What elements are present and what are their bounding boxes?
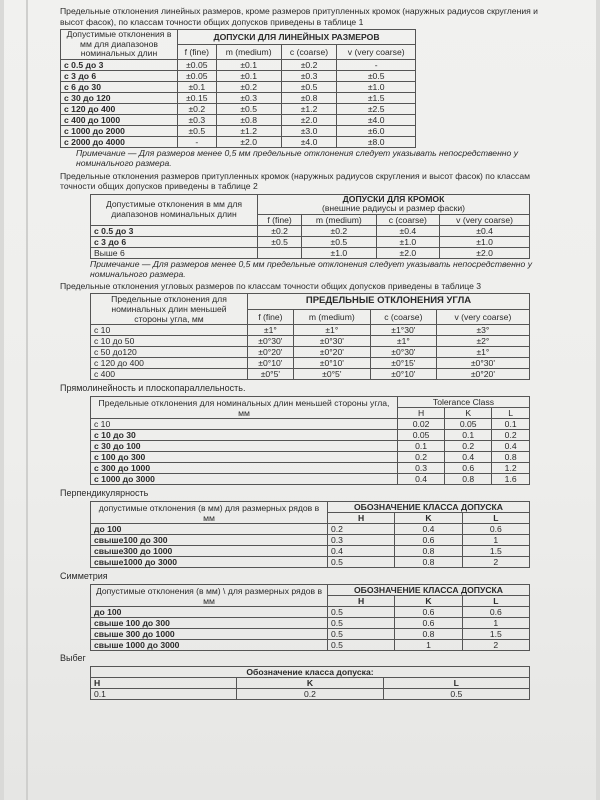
row-label: с 300 до 1000 bbox=[91, 463, 398, 474]
edges-col-m: m (medium) bbox=[302, 214, 376, 225]
sym-col-k: K bbox=[395, 596, 462, 607]
edges-header-title: ДОПУСКИ ДЛЯ КРОМОК bbox=[342, 193, 445, 204]
cell: 2 bbox=[462, 640, 529, 651]
cell: 2 bbox=[462, 557, 529, 568]
cell: ±2° bbox=[436, 336, 529, 347]
row-label: свыше 1000 до 3000 bbox=[91, 640, 328, 651]
sym-header-left: Допустимые отклонения (в мм) \ для размерных рядов в мм bbox=[91, 585, 328, 607]
table-row bbox=[91, 689, 530, 700]
cell: 0.5 bbox=[328, 607, 395, 618]
row-label: с 30 до 120 bbox=[61, 92, 178, 103]
row-label: с 6 до 30 bbox=[61, 81, 178, 92]
cell: ±1.2 bbox=[281, 103, 337, 114]
angles-col-f: f (fine) bbox=[248, 309, 294, 325]
cell: ±0.2 bbox=[281, 59, 337, 70]
angles-header-left: Предельные отклонения для номинальных длин меньшей стороны угла, мм bbox=[91, 294, 248, 325]
angles-col-v: v (very coarse) bbox=[436, 309, 529, 325]
cell: 1.5 bbox=[462, 546, 529, 557]
linear-intro: Предельные отклонения линейных размеров, кроме размеров притупленных кромок (наружных радиусов скругления и высот фасок), по классам точности общих допусков приведены в таблице 1 bbox=[60, 6, 538, 27]
cell: ±2.5 bbox=[337, 103, 416, 114]
linear-col-v: v (very coarse) bbox=[337, 44, 416, 59]
cell: 0.1 bbox=[445, 430, 492, 441]
cell: 0.2 bbox=[237, 689, 383, 700]
cell: 0.8 bbox=[395, 629, 462, 640]
straight-header-left: Предельные отклонения для номинальных длин меньшей стороны угла, мм bbox=[91, 397, 398, 419]
table-row bbox=[91, 236, 530, 247]
cell: ±0.2 bbox=[258, 225, 302, 236]
table-row bbox=[91, 336, 530, 347]
row-label: свыше 100 до 300 bbox=[91, 618, 328, 629]
cell: 0.4 bbox=[395, 524, 462, 535]
angles-col-c: c (coarse) bbox=[370, 309, 436, 325]
row-label: с 30 до 100 bbox=[91, 441, 398, 452]
cell: ±1°30' bbox=[370, 325, 436, 336]
cell: ±0.1 bbox=[216, 59, 281, 70]
cell: ±3° bbox=[436, 325, 529, 336]
table-row bbox=[91, 325, 530, 336]
row-label: до 100 bbox=[91, 524, 328, 535]
row-label: с 120 до 400 bbox=[61, 103, 178, 114]
cell: ±4.0 bbox=[281, 136, 337, 147]
edges-note: Примечание — Для размеров менее 0,5 мм предельные отклонения следует указывать непосредственно у номинального размера. bbox=[90, 258, 532, 279]
angles-intro: Предельные отклонения угловых размеров по классам точности общих допусков приведены в таблице 3 bbox=[60, 280, 482, 291]
cell: 0.3 bbox=[398, 463, 445, 474]
sym-table bbox=[90, 584, 530, 651]
row-label: Выше 6 bbox=[91, 247, 258, 258]
cell: ±0.3 bbox=[178, 114, 217, 125]
table-row bbox=[91, 524, 530, 535]
runout-title: Выбег bbox=[60, 653, 86, 663]
cell: ±0°10' bbox=[370, 369, 436, 380]
cell: 0.05 bbox=[398, 430, 445, 441]
cell: 0.8 bbox=[445, 474, 492, 485]
cell: ±0.5 bbox=[216, 103, 281, 114]
cell: ±1° bbox=[248, 325, 294, 336]
straight-col-k: K bbox=[445, 408, 492, 419]
cell: 0.6 bbox=[395, 618, 462, 629]
cell: ±6.0 bbox=[337, 125, 416, 136]
row-label: с 10 до 50 bbox=[91, 336, 248, 347]
cell: 1 bbox=[462, 618, 529, 629]
table-row bbox=[91, 607, 530, 618]
sym-col-h: H bbox=[328, 596, 395, 607]
cell: 0.4 bbox=[328, 546, 395, 557]
edges-col-f: f (fine) bbox=[258, 214, 302, 225]
cell: ±0.8 bbox=[281, 92, 337, 103]
table-row bbox=[91, 535, 530, 546]
cell: 0.5 bbox=[328, 557, 395, 568]
cell: ±1.2 bbox=[216, 125, 281, 136]
cell: ±0°5' bbox=[248, 369, 294, 380]
sym-header-group: ОБОЗНАЧЕНИЕ КЛАССА ДОПУСКА bbox=[328, 585, 530, 596]
table-row bbox=[61, 81, 416, 92]
table-row bbox=[61, 59, 416, 70]
table-row bbox=[91, 441, 530, 452]
cell: 0.3 bbox=[328, 535, 395, 546]
cell: 0.2 bbox=[492, 430, 530, 441]
cell: ±0.3 bbox=[216, 92, 281, 103]
row-label: свыше300 до 1000 bbox=[91, 546, 328, 557]
cell: ±0.1 bbox=[216, 70, 281, 81]
cell: ±4.0 bbox=[337, 114, 416, 125]
row-label: до 100 bbox=[91, 607, 328, 618]
cell: ±0.5 bbox=[337, 70, 416, 81]
row-label: с 3 до 6 bbox=[61, 70, 178, 81]
cell: ±1° bbox=[436, 347, 529, 358]
document-sheet bbox=[4, 0, 596, 800]
table-row bbox=[61, 92, 416, 103]
runout-col-k: K bbox=[237, 678, 383, 689]
cell: 0.4 bbox=[445, 452, 492, 463]
table-row bbox=[61, 70, 416, 81]
cell: 0.05 bbox=[445, 419, 492, 430]
angles-col-m: m (medium) bbox=[293, 309, 370, 325]
linear-header-left: Допустимые отклонения в мм для диапазонов номинальных длин bbox=[61, 30, 178, 60]
runout-col-h: H bbox=[91, 678, 237, 689]
cell: 0.02 bbox=[398, 419, 445, 430]
cell: ±0.5 bbox=[178, 125, 217, 136]
cell: ±0.4 bbox=[440, 225, 530, 236]
cell: ±0.2 bbox=[178, 103, 217, 114]
cell: 1 bbox=[395, 640, 462, 651]
table-row bbox=[91, 369, 530, 380]
cell: 0.5 bbox=[328, 640, 395, 651]
linear-note: Примечание — Для размеров менее 0,5 мм предельные отклонения следует указывать непосредственно у номинального размера. bbox=[76, 147, 518, 168]
straight-header-group: Tolerance Class bbox=[398, 397, 530, 408]
linear-col-c: c (coarse) bbox=[281, 44, 337, 59]
cell: ±0.5 bbox=[281, 81, 337, 92]
straight-title: Прямолинейность и плоскопараллельность. bbox=[60, 383, 246, 393]
cell: ±0°30' bbox=[436, 358, 529, 369]
row-label: с 0.5 до 3 bbox=[61, 59, 178, 70]
cell: 0.6 bbox=[445, 463, 492, 474]
table-row bbox=[91, 640, 530, 651]
cell: 1 bbox=[462, 535, 529, 546]
cell: ±1.5 bbox=[337, 92, 416, 103]
cell: 0.6 bbox=[462, 524, 529, 535]
cell: 0.4 bbox=[492, 441, 530, 452]
cell: 0.8 bbox=[395, 557, 462, 568]
cell: ±1° bbox=[370, 336, 436, 347]
perp-col-h: H bbox=[328, 513, 395, 524]
cell: ±0°10' bbox=[293, 358, 370, 369]
cell: 0.5 bbox=[383, 689, 529, 700]
row-label: с 10 bbox=[91, 325, 248, 336]
table-row bbox=[91, 474, 530, 485]
cell: ±0.15 bbox=[178, 92, 217, 103]
row-label: свыше 300 до 1000 bbox=[91, 629, 328, 640]
cell: - bbox=[337, 59, 416, 70]
table-row bbox=[61, 136, 416, 147]
table-row bbox=[91, 546, 530, 557]
perp-header-left: допустимые отклонения (в мм) для размерных рядов в мм bbox=[91, 502, 328, 524]
cell: - bbox=[178, 136, 217, 147]
row-label: с 400 bbox=[91, 369, 248, 380]
linear-col-f: f (fine) bbox=[178, 44, 217, 59]
table-row bbox=[91, 358, 530, 369]
row-label: с 400 до 1000 bbox=[61, 114, 178, 125]
table-row bbox=[91, 629, 530, 640]
cell: ±1.0 bbox=[337, 81, 416, 92]
edges-header-left: Допустимые отклонения в мм для диапазонов номинальных длин bbox=[91, 194, 258, 225]
straight-table bbox=[90, 396, 530, 485]
linear-header-group: ДОПУСКИ ДЛЯ ЛИНЕЙНЫХ РАЗМЕРОВ bbox=[178, 30, 416, 45]
angles-header-group: ПРЕДЕЛЬНЫЕ ОТКЛОНЕНИЯ УГЛА bbox=[248, 294, 530, 310]
sym-title: Симметрия bbox=[60, 571, 108, 581]
cell: ±0°30' bbox=[293, 336, 370, 347]
row-label: свыше100 до 300 bbox=[91, 535, 328, 546]
table-row bbox=[91, 618, 530, 629]
sym-col-l: L bbox=[462, 596, 529, 607]
cell: ±1.0 bbox=[302, 247, 376, 258]
row-label: с 1000 до 3000 bbox=[91, 474, 398, 485]
table-row bbox=[91, 430, 530, 441]
cell: ±0°20' bbox=[436, 369, 529, 380]
cell: ±2.0 bbox=[216, 136, 281, 147]
edges-header-group bbox=[258, 194, 530, 214]
cell: 0.8 bbox=[492, 452, 530, 463]
table-row bbox=[61, 125, 416, 136]
cell: ±0°10' bbox=[248, 358, 294, 369]
cell: ±8.0 bbox=[337, 136, 416, 147]
cell: 0.4 bbox=[398, 474, 445, 485]
cell: 0.2 bbox=[398, 452, 445, 463]
table-row bbox=[91, 419, 530, 430]
runout-header-group: Обозначение класса допуска: bbox=[91, 667, 530, 678]
cell bbox=[258, 247, 302, 258]
row-label: свыше1000 до 3000 bbox=[91, 557, 328, 568]
cell: 0.1 bbox=[91, 689, 237, 700]
perp-header-group: ОБОЗНАЧЕНИЕ КЛАССА ДОПУСКА bbox=[328, 502, 530, 513]
cell: ±2.0 bbox=[376, 247, 440, 258]
cell: ±0.05 bbox=[178, 59, 217, 70]
cell: 1.5 bbox=[462, 629, 529, 640]
cell: ±0.1 bbox=[178, 81, 217, 92]
table-row bbox=[91, 347, 530, 358]
linear-table bbox=[60, 29, 416, 148]
cell: ±0.05 bbox=[178, 70, 217, 81]
perp-col-k: K bbox=[395, 513, 462, 524]
row-label: с 10 до 30 bbox=[91, 430, 398, 441]
table-row bbox=[91, 452, 530, 463]
cell: ±0.5 bbox=[258, 236, 302, 247]
table-row bbox=[91, 463, 530, 474]
edges-col-c: c (coarse) bbox=[376, 214, 440, 225]
cell: 0.1 bbox=[492, 419, 530, 430]
runout-col-l: L bbox=[383, 678, 529, 689]
cell: ±2.0 bbox=[281, 114, 337, 125]
cell: 1.6 bbox=[492, 474, 530, 485]
perp-title: Перпендикулярность bbox=[60, 488, 149, 498]
runout-table bbox=[90, 666, 530, 700]
cell: ±0°5' bbox=[293, 369, 370, 380]
straight-col-l: L bbox=[492, 408, 530, 419]
cell: 0.6 bbox=[462, 607, 529, 618]
cell: 0.8 bbox=[395, 546, 462, 557]
edges-header-sub: (внешние радиусы и размер фаски) bbox=[321, 203, 465, 213]
edges-col-v: v (very coarse) bbox=[440, 214, 530, 225]
cell: ±0°20' bbox=[293, 347, 370, 358]
perp-table bbox=[90, 501, 530, 568]
cell: ±0.8 bbox=[216, 114, 281, 125]
document-content bbox=[60, 6, 546, 700]
cell: ±0°30' bbox=[370, 347, 436, 358]
row-label: с 1000 до 2000 bbox=[61, 125, 178, 136]
cell: 0.6 bbox=[395, 535, 462, 546]
row-label: с 3 до 6 bbox=[91, 236, 258, 247]
cell: 0.6 bbox=[395, 607, 462, 618]
cell: ±3.0 bbox=[281, 125, 337, 136]
row-label: с 0.5 до 3 bbox=[91, 225, 258, 236]
edges-intro: Предельные отклонения размеров притупленных кромок (наружных радиусов скругления и высот фасок) по классам точности общих допусков приведены в таблице 2 bbox=[60, 170, 531, 191]
row-label: с 2000 до 4000 bbox=[61, 136, 178, 147]
cell: ±0°30' bbox=[248, 336, 294, 347]
cell: ±1.0 bbox=[440, 236, 530, 247]
cell: 0.2 bbox=[445, 441, 492, 452]
cell: 1.2 bbox=[492, 463, 530, 474]
row-label: с 50 до120 bbox=[91, 347, 248, 358]
table-row bbox=[91, 247, 530, 258]
angles-table bbox=[90, 293, 530, 380]
cell: ±0.2 bbox=[302, 225, 376, 236]
straight-col-h: H bbox=[398, 408, 445, 419]
cell: ±0°20' bbox=[248, 347, 294, 358]
cell: ±2.0 bbox=[440, 247, 530, 258]
cell: ±0.4 bbox=[376, 225, 440, 236]
cell: ±0.5 bbox=[302, 236, 376, 247]
table-row bbox=[91, 557, 530, 568]
linear-col-m: m (medium) bbox=[216, 44, 281, 59]
edges-table bbox=[90, 194, 530, 259]
table-row bbox=[91, 225, 530, 236]
row-label: с 120 до 400 bbox=[91, 358, 248, 369]
cell: 0.2 bbox=[328, 524, 395, 535]
row-label: с 100 до 300 bbox=[91, 452, 398, 463]
cell: 0.1 bbox=[398, 441, 445, 452]
row-label: с 10 bbox=[91, 419, 398, 430]
cell: ±1° bbox=[293, 325, 370, 336]
table-row bbox=[61, 103, 416, 114]
cell: ±0.2 bbox=[216, 81, 281, 92]
cell: ±0.3 bbox=[281, 70, 337, 81]
cell: ±1.0 bbox=[376, 236, 440, 247]
cell: 0.5 bbox=[328, 629, 395, 640]
table-row bbox=[61, 114, 416, 125]
cell: ±0°15' bbox=[370, 358, 436, 369]
cell: 0.5 bbox=[328, 618, 395, 629]
perp-col-l: L bbox=[462, 513, 529, 524]
